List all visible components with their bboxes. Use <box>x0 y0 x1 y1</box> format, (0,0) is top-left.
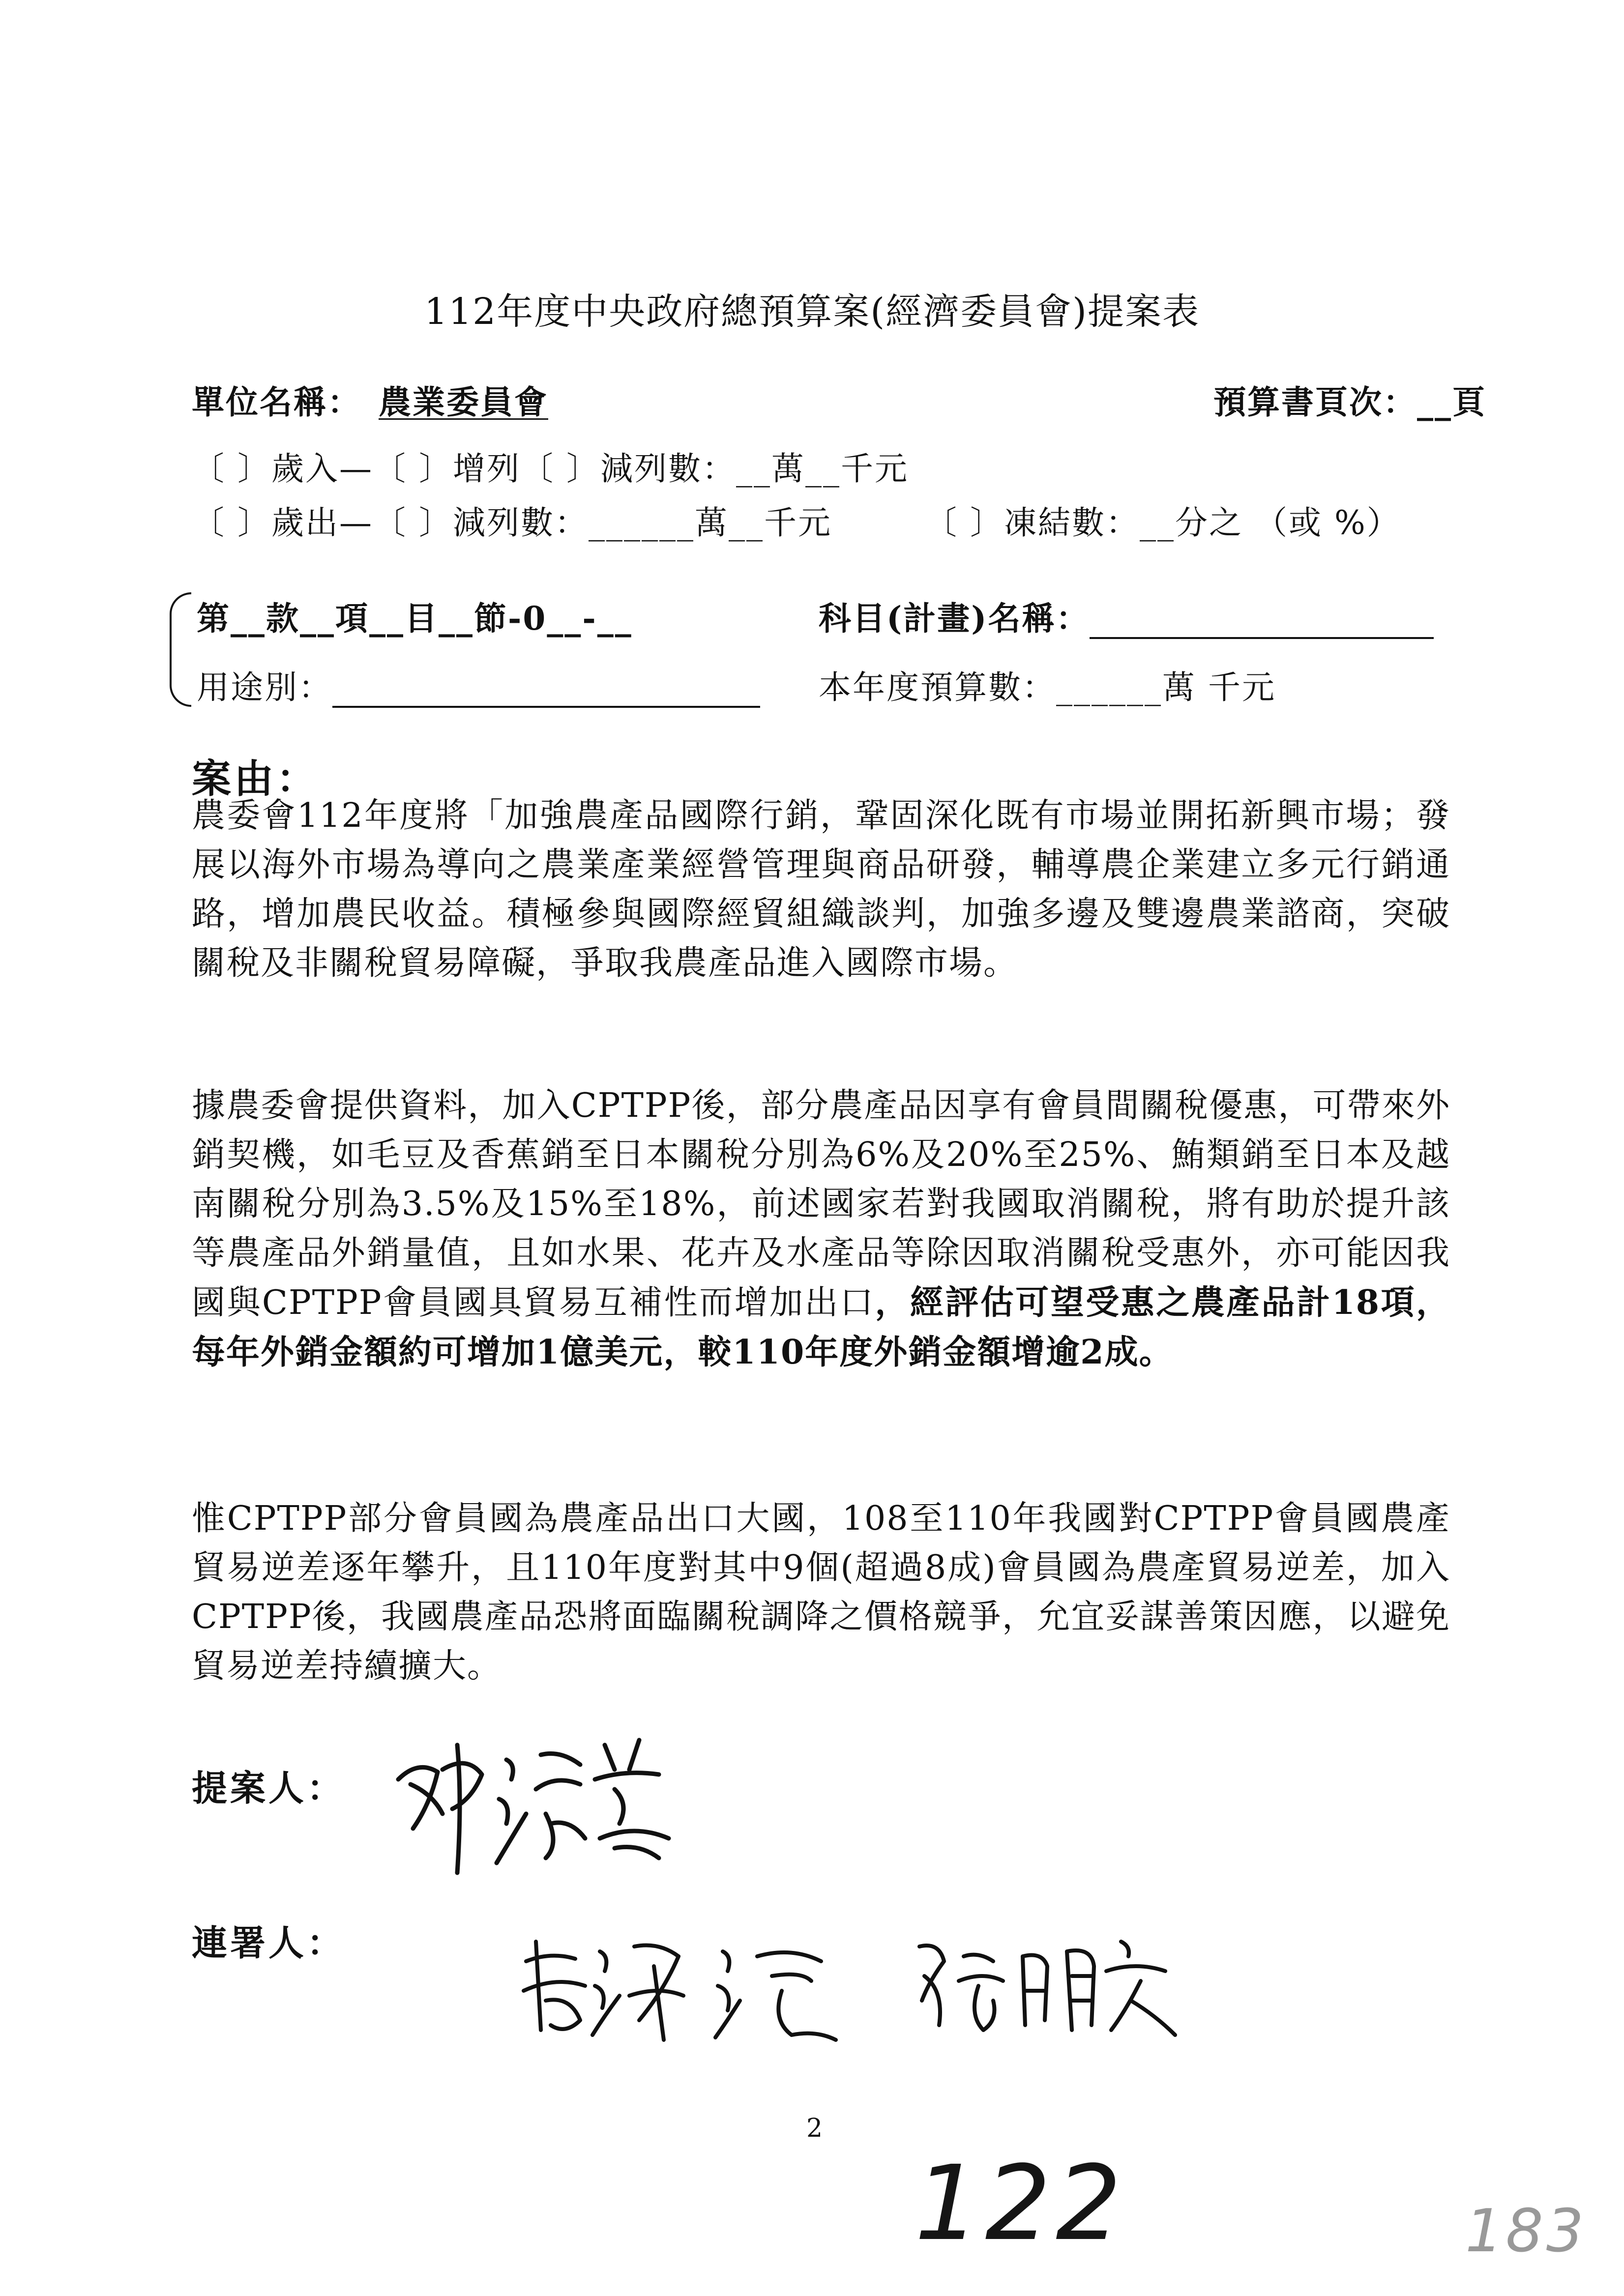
subject-name-blank <box>1090 608 1434 639</box>
usage-blank <box>332 676 760 708</box>
subject-name-field <box>819 592 1434 639</box>
reason-heading: 案由： <box>192 756 319 802</box>
freeze-amount-line: 〔 〕凍結數：__分之 （或 %） <box>924 504 1401 542</box>
unit-label: 單位名稱： <box>192 383 361 421</box>
reason-paragraph-2 <box>192 1081 1450 1377</box>
section-line: 第__款__項__目__節-0__-__ <box>197 599 633 638</box>
budget-page-reference: 預算書頁次：__頁 <box>1213 383 1486 421</box>
cosigner-label: 連署人： <box>192 1922 346 1964</box>
cosigner-signature-1 <box>516 1922 860 2050</box>
handwritten-page-number: 122 <box>915 2143 1126 2264</box>
form-title: 112年度中央政府總預算案(經濟委員會)提案表 <box>424 291 1200 333</box>
expenditure-line: 〔 〕歲出—〔 〕減列數：______萬__千元 <box>192 504 832 542</box>
cosigner-signature-2 <box>910 1927 1185 2045</box>
unit-name: 農業委員會 <box>379 383 548 421</box>
proposer-signature <box>384 1725 688 1883</box>
reason-paragraph-1: 農委會112年度將「加強農產品國際行銷，鞏固深化既有市場並開拓新興市場；發展以海外市場為導向之農業產業經營管理與商品研發，輔導農企業建立多元行銷通路，增加農民收益。積極參與國際經貿組織談判，加強多邊及雙邊農業諮商，突破關稅及非關稅貿易障礙，爭取我農產品進入國際市場。 <box>192 796 1450 983</box>
subject-name-label: 科目(計畫)名稱： <box>819 599 1090 638</box>
page-number: 2 <box>806 2114 823 2143</box>
reason-paragraph-3: 惟CPTPP部分會員國為農產品出口大國，108至110年我國對CPTPP會員國農產貿易逆差逐年攀升，且110年度對其中9個(超過8成)會員國為農產貿易逆差，加入CPTPP後，我國農產品恐將面臨關稅調降之價格競爭，允宜妥謀善策因應，以避免貿易逆差持續擴大。 <box>192 1499 1450 1686</box>
reason-paragraph-2-text: 據農委會提供資料，加入CPTPP後，部分農產品因享有會員間關稅優惠，可帶來外銷契機，如毛豆及香蕉銷至日本關稅分別為6%及20%至25%、鮪類銷至日本及越南關稅分別為3.5%及15%至18%，前述國家若對我國取消關稅，將有助於提升該等農產品外銷量值，且如水果、花卉及水產品等除因取消關稅受惠外，亦可能因我國與CPTPP會員國具貿易互補性而增加出口 <box>192 1086 1450 1322</box>
revenue-line: 〔 〕歲入—〔 〕增列〔 〕減列數：__萬__千元 <box>192 450 909 488</box>
handwritten-corner-number: 183 <box>1465 2197 1587 2266</box>
current-budget-amount: 本年度預算數：______萬 千元 <box>819 668 1276 706</box>
proposer-label: 提案人： <box>192 1767 346 1809</box>
usage-label: 用途別： <box>197 668 332 706</box>
section-bracket <box>170 592 191 707</box>
usage-field <box>197 661 760 708</box>
reason-paragraph-2-emphasis: ，經評估可望受惠之農產品計18項，每年外銷金額約可增加1億美元，較110年度外銷金額增逾2成。 <box>192 1283 1450 1372</box>
